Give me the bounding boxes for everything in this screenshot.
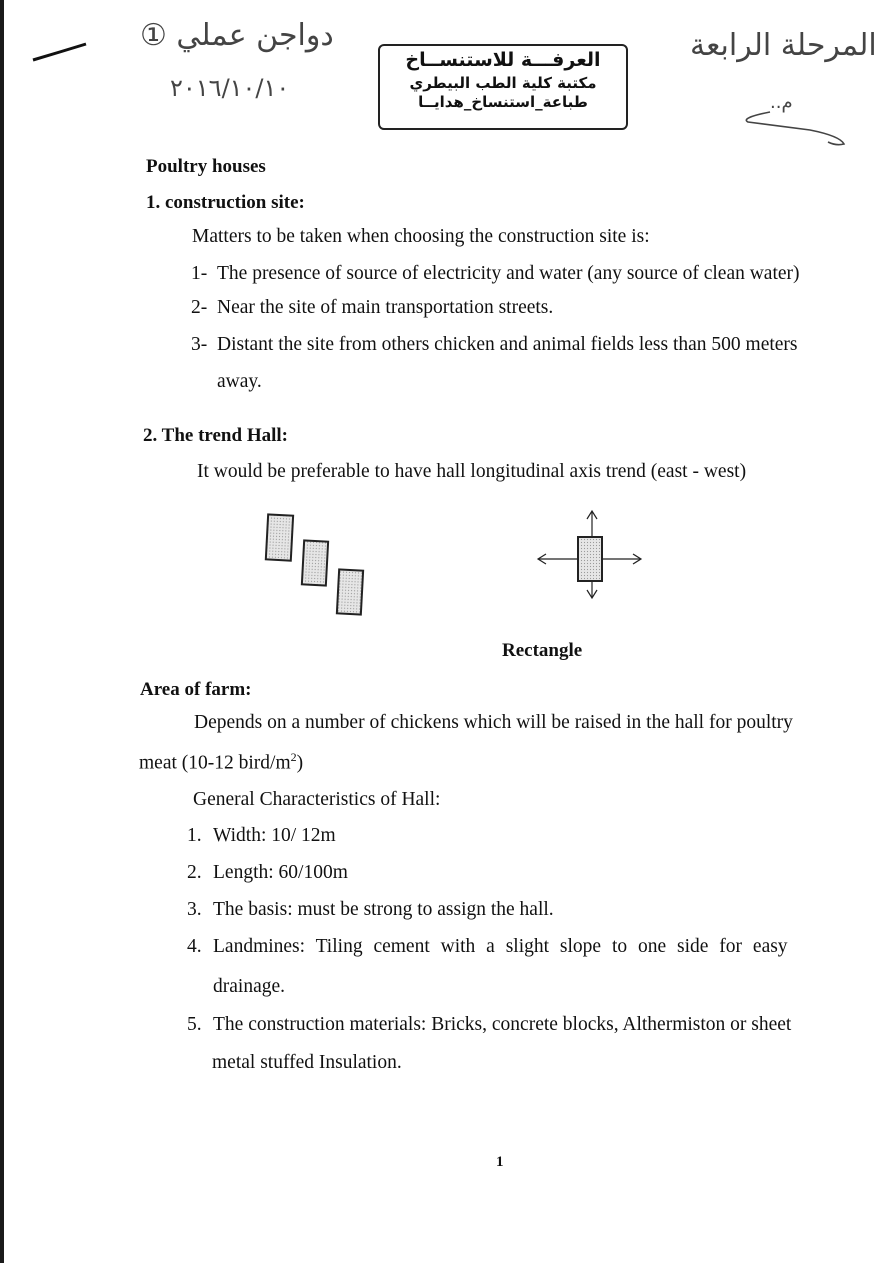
list-item	[187, 1014, 791, 1036]
list-item-continuation: metal stuffed Insulation.	[212, 1052, 402, 1073]
document-title: Poultry houses	[146, 156, 266, 177]
list-item-number: 2-	[191, 297, 208, 318]
list-item	[187, 825, 336, 847]
section-2-text: It would be preferable to have hall longitudinal axis trend (east - west)	[197, 461, 747, 482]
handwritten-course-title: دواجن عملي ①	[140, 18, 334, 53]
list-item	[191, 334, 798, 356]
list-item	[191, 297, 553, 319]
section-1-intro: Matters to be taken when choosing the construction site is:	[192, 226, 650, 247]
hall-rect	[302, 540, 328, 585]
hall-rect	[578, 537, 602, 581]
list-item-number: 2.	[187, 862, 202, 883]
list-item-text: Distant the site from others chicken and animal fields less than 500 meters	[217, 334, 798, 355]
handwritten-initial: م..	[770, 92, 793, 113]
section-3-paragraph-line-1: Depends on a number of chickens which will be raised in the hall for poultry	[194, 712, 793, 733]
list-item-text: Landmines: Tiling cement with a slight slope to one side for easy	[213, 936, 788, 957]
figure-caption: Rectangle	[502, 640, 583, 661]
section-3-subheading: General Characteristics of Hall:	[193, 789, 441, 810]
pen-stroke-mark	[30, 38, 90, 68]
section-1-heading: 1. construction site:	[146, 192, 305, 213]
list-item-number: 4.	[187, 936, 202, 957]
library-stamp	[378, 44, 628, 130]
staggered-halls-diagram	[260, 508, 370, 620]
page-edge-shadow	[0, 0, 4, 1263]
hall-axis-diagram	[532, 508, 648, 602]
section-3-paragraph-line-2	[139, 750, 303, 775]
superscript: 2	[290, 750, 297, 764]
list-item	[187, 899, 554, 921]
para-text: meat (10-12 bird/m	[139, 752, 291, 774]
list-item-text: The presence of source of electricity and water (any source of clean water)	[217, 263, 800, 284]
list-item-number: 5.	[187, 1014, 202, 1035]
section-2-heading: 2. The trend Hall:	[143, 425, 288, 446]
stamp-line-2: مكتبة كلية الطب البيطري	[409, 73, 597, 92]
list-item	[187, 862, 348, 884]
page-number: 1	[496, 1154, 504, 1170]
handwritten-date: ٢٠١٦/١٠/١٠	[170, 74, 290, 102]
handwritten-flourish	[740, 108, 850, 150]
list-item-number: 1.	[187, 825, 202, 846]
hall-rect	[337, 569, 363, 614]
list-item-text: Length: 60/100m	[213, 862, 348, 883]
list-item	[191, 263, 800, 285]
list-item-text: Near the site of main transportation streets.	[217, 297, 554, 318]
para-text-end: )	[296, 752, 304, 774]
list-item-text: The construction materials: Bricks, concrete blocks, Althermiston or sheet	[213, 1014, 792, 1035]
list-item-text: The basis: must be strong to assign the hall.	[213, 899, 554, 920]
hall-rect	[266, 514, 293, 560]
list-item-number: 3.	[187, 899, 202, 920]
list-item-number: 3-	[191, 334, 208, 355]
list-item	[187, 936, 788, 958]
list-item-continuation: drainage.	[213, 976, 286, 997]
list-item-number: 1-	[191, 263, 208, 284]
list-item-continuation: away.	[217, 371, 262, 392]
handwritten-stage: المرحلة الرابعة	[690, 28, 877, 63]
list-item-text: Width: 10/ 12m	[213, 825, 336, 846]
section-3-heading: Area of farm:	[140, 679, 252, 700]
stamp-line-3: طباعة_استنساخ_هدايــا	[418, 93, 588, 112]
stamp-line-1: العرفـــة للاستنســاخ	[405, 49, 601, 71]
